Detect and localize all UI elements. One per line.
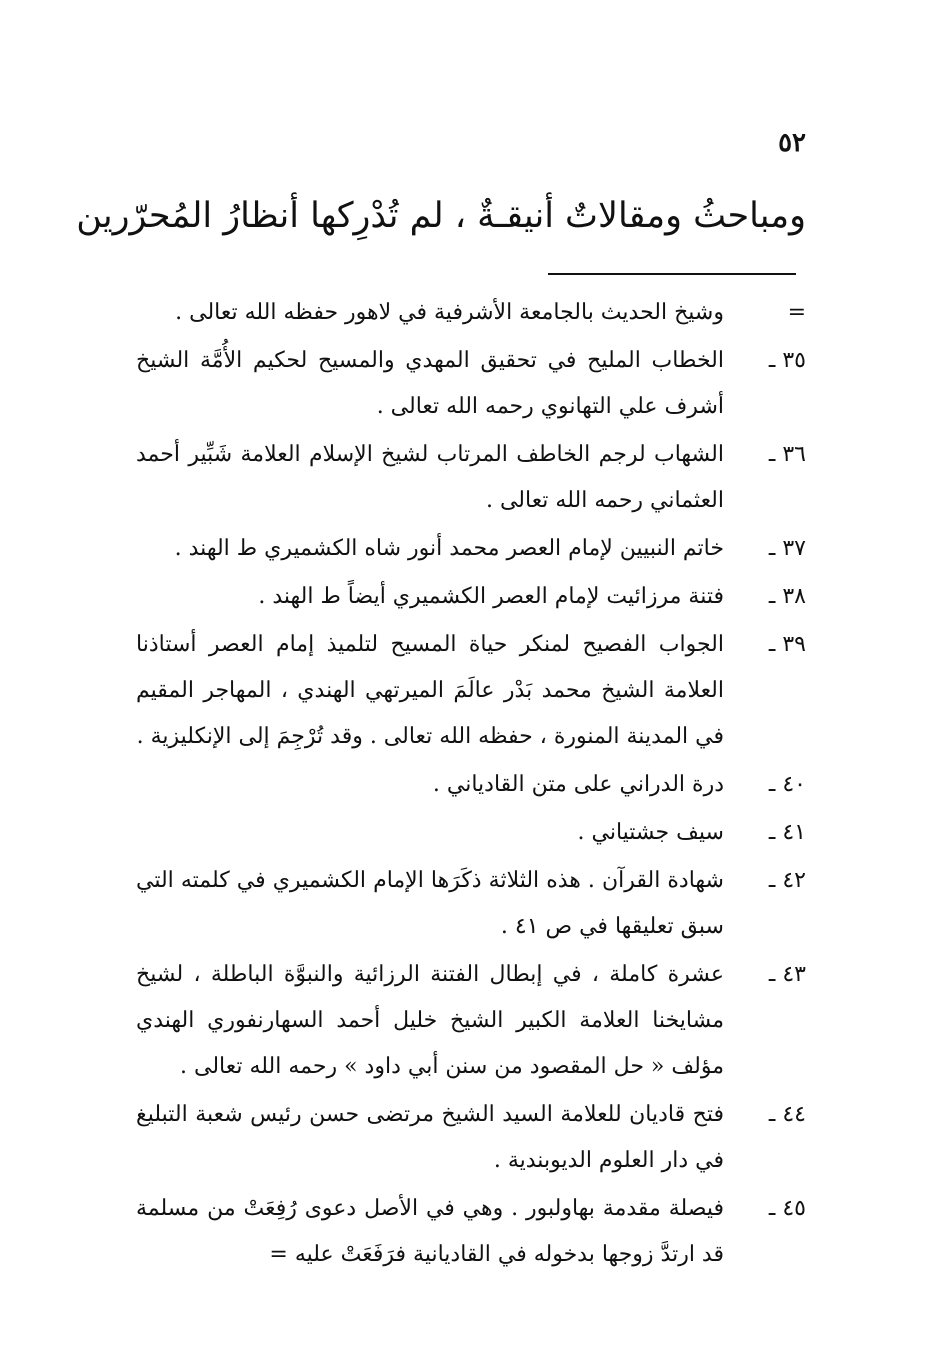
footnote-text: فتح قاديان للعلامة السيد الشيخ مرتضى حسن رئيس شعبة التبليغ في دار العلوم الديوبندية . xyxy=(136,1102,724,1173)
footnote-item xyxy=(136,574,806,620)
footnote-item xyxy=(136,1186,806,1278)
footnote-number: ٣٨ ـ xyxy=(768,584,806,609)
footnote-number: ٣٦ ـ xyxy=(768,442,806,467)
footnotes-list xyxy=(136,290,806,1280)
footnote-text: الجواب الفصيح لمنكر حياة المسيح لتلميذ إمام العصر أستاذنا العلامة الشيخ محمد بَدْر عالَمَ الميرتهي الهندي ، المهاجر المقيم في المدينة المنورة ، حفظه الله تعالى . وقد تُرْجِمَ إلى الإنكليزية . xyxy=(136,632,724,749)
footnote-number: ٤٢ ـ xyxy=(768,868,806,893)
footnote-number: ٤٤ ـ xyxy=(768,1102,806,1127)
footnote-item xyxy=(136,810,806,856)
footnote-item xyxy=(136,526,806,572)
footnote-text: شهادة القرآن . هذه الثلاثة ذكَرَها الإمام الكشميري في كلمته التي سبق تعليقها في ص ٤١ . xyxy=(136,868,724,939)
footnote-item xyxy=(136,432,806,524)
footnote-text: الشهاب لرجم الخاطف المرتاب لشيخ الإسلام العلامة شَبِّير أحمد العثماني رحمه الله تعالى . xyxy=(136,442,724,513)
footnote-number: ٣٩ ـ xyxy=(768,632,806,657)
footnote-text: فتنة مرزائيت لإمام العصر الكشميري أيضاً ط الهند . xyxy=(258,584,724,609)
body-text-line: ومباحثُ ومقالاتٌ أنيقـةٌ ، لم تُدْرِكها أنظارُ المُحرّرين xyxy=(76,196,806,236)
footnote-number: = xyxy=(787,300,806,325)
footnote-item xyxy=(136,338,806,430)
footnote-text: وشيخ الحديث بالجامعة الأشرفية في لاهور حفظه الله تعالى . xyxy=(175,300,724,325)
footnote-number: ٤٠ ـ xyxy=(768,772,806,797)
footnote-number: ٣٧ ـ xyxy=(768,536,806,561)
footnote-item xyxy=(136,290,806,336)
footnote-item xyxy=(136,762,806,808)
footnote-divider xyxy=(548,273,796,275)
footnote-number: ٤١ ـ xyxy=(768,820,806,845)
footnote-text: خاتم النبيين لإمام العصر محمد أنور شاه الكشميري ط الهند . xyxy=(174,536,724,561)
footnote-text: الخطاب المليح في تحقيق المهدي والمسيح لحكيم الأُمَّة الشيخ أشرف علي التهانوي رحمه الله تعالى . xyxy=(136,348,724,419)
footnote-item xyxy=(136,952,806,1090)
footnote-item xyxy=(136,1092,806,1184)
footnote-text: سيف جشتياني . xyxy=(577,820,724,845)
footnote-text: درة الدراني على متن القادياني . xyxy=(432,772,724,797)
footnote-number: ٣٥ ـ xyxy=(768,348,806,373)
footnote-number: ٤٣ ـ xyxy=(768,962,806,987)
footnote-number: ٤٥ ـ xyxy=(768,1196,806,1221)
footnote-item xyxy=(136,622,806,760)
footnote-text: عشرة كاملة ، في إبطال الفتنة الرزائية والنبوَّة الباطلة ، لشيخ مشايخنا العلامة الكبير الشيخ خليل أحمد السهارنفوري الهندي مؤلف « حل المقصود من سنن أبي داود » رحمه الله تعالى . xyxy=(136,962,724,1079)
footnote-item xyxy=(136,858,806,950)
page-number: ٥٢ xyxy=(778,128,806,158)
footnote-text: فيصلة مقدمة بهاولبور . وهي في الأصل دعوى رُفِعَتْ من مسلمة قد ارتدَّ زوجها بدخوله في القاديانية فرَفَعَتْ عليه = xyxy=(136,1196,724,1267)
